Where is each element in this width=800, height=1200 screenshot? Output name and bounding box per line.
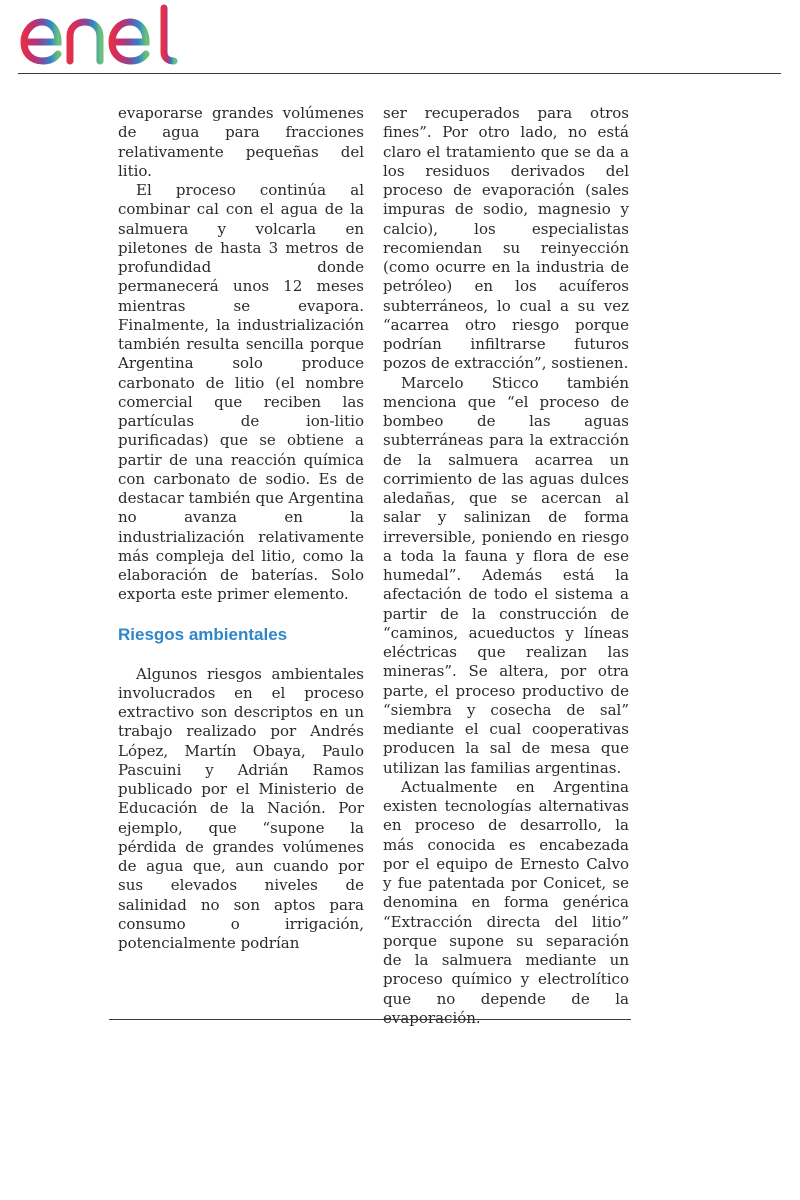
spacer xyxy=(118,605,364,624)
paragraph: El proceso continúa al combinar cal con el agua de la salmuera y volcarla en piletones de hasta 3 metros de profundidad donde permanecerá unos 12 meses mientras se evapora. Finalmente, la industrialización también resulta sencilla porque Argentina solo produce carbonato de litio (el nombre comercial que reciben las partículas de ion-litio purificadas) que se obtiene a partir de una reacción química con carbonato de sodio. Es de destacar también que Argentina no avanza en la industrialización relativamente más compleja del litio, como la elaboración de baterías. Solo exporta este primer elemento. xyxy=(118,181,364,604)
enel-logo xyxy=(18,4,183,70)
paragraph: Marcelo Sticco también menciona que “el proceso de bombeo de las aguas subterráneas para la extracción de la salmuera acarrea un corrimiento de las aguas dulces aledañas, que se acercan al salar y salinizan de forma irreversible, poniendo en riesgo a toda la fauna y flora de ese humedal”. Además está la afectación de todo el sistema a partir de la construcción de “caminos, acueductos y líneas eléctricas que realizan las mineras”. Se altera, por otra parte, el proceso productivo de “siembra y cosecha de sal” mediante el cual cooperativas producen la sal de mesa que utilizan las familias argentinas. xyxy=(383,373,629,777)
section-heading: Riesgos ambientales xyxy=(118,624,288,644)
article-right-column xyxy=(383,104,629,1028)
spacer xyxy=(118,646,364,665)
paragraph: evaporarse grandes volúmenes de agua para fracciones relativamente pequeñas del litio. xyxy=(118,104,364,180)
header-rule xyxy=(18,73,781,74)
paragraph: ser recuperados para otros fines”. Por otro lado, no está claro el tratamiento que se da a los residuos derivados del proceso de evaporación (sales impuras de sodio, magnesio y calcio), los especialistas recomiendan su reinyección (como ocurre en la industria de petróleo) en los acuíferos subterráneos, lo cual a su vez “acarrea otro riesgo porque podrían infiltrarse futuros pozos de extracción”, sostienen. xyxy=(383,104,629,373)
article-left-column xyxy=(118,104,364,953)
footer-rule xyxy=(109,1019,631,1020)
paragraph: Algunos riesgos ambientales involucrados en el proceso extractivo son descriptos en un trabajo realizado por Andrés López, Martín Obaya, Paulo Pascuini y Adrián Ramos publicado por el Ministerio de Educación de la Nación. Por ejemplo, que “supone la pérdida de grandes volúmenes de agua que, aun cuando por sus elevados niveles de salinidad no son aptos para consumo o irrigación, potencialmente podrían xyxy=(118,664,364,952)
paragraph: Actualmente en Argentina existen tecnologías alternativas en proceso de desarrollo, la más conocida es encabezada por el equipo de Ernesto Calvo y fue patentada por Conicet, se denomina en forma genérica “Extracción directa del litio” porque supone su separación de la salmuera mediante un proceso químico y electrolítico que no depende de la evaporación. xyxy=(383,777,629,1027)
